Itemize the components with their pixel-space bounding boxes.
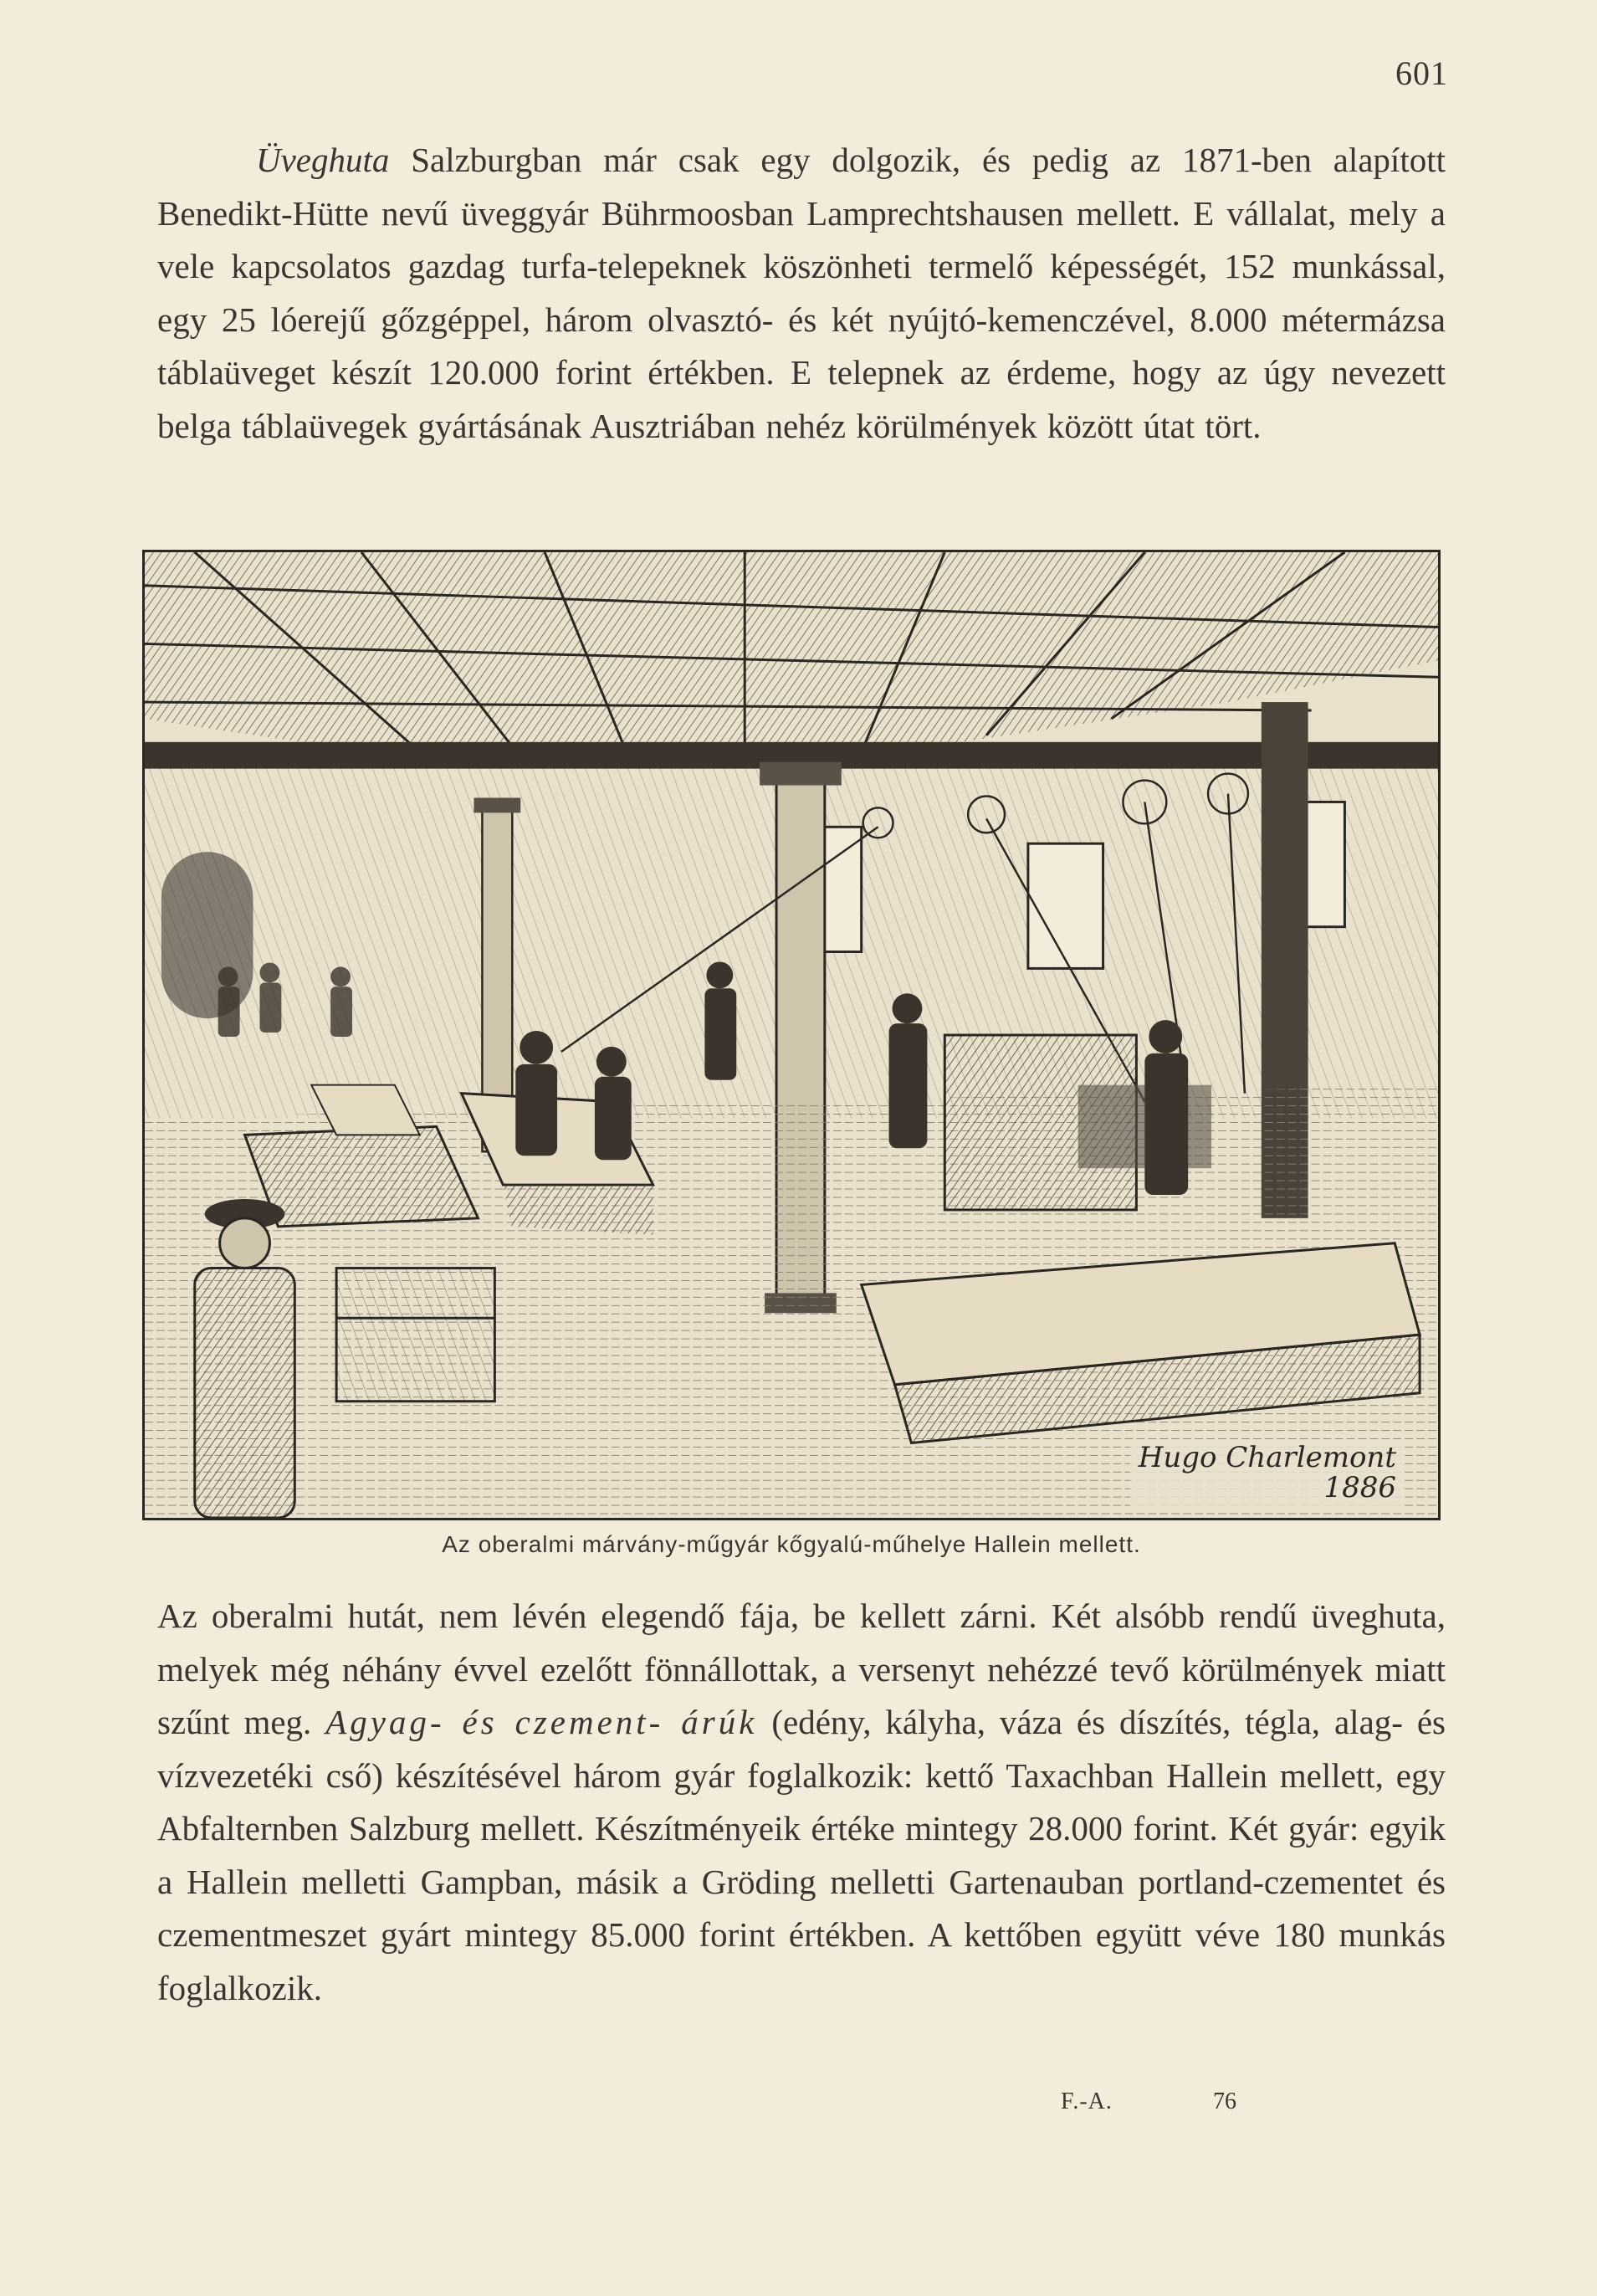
bottom-paragraph-block [157, 1590, 1446, 2015]
artist-signature-name: Hugo Charlemont [1138, 1441, 1396, 1474]
top-paragraph-lead: Üveghuta [256, 141, 390, 179]
worker-middle-2 [595, 1047, 632, 1160]
bottom-paragraph-text-after: (edény, kályha, váza és díszítés, tégla, alag- és vízvezetéki cső) készítésével három gyár foglalkozik: kettő Taxachban Hallein mellett, egy Abfalternben Salzburg mellett. Készítményeik értéke mintegy 28.000 forint. Két gyár: egyik a Hallein melletti Gampban, másik a Gröding melletti Gartenauban portland-czementet és czementmeszet gyárt mintegy 85.000 forint értékben. A kettőben együtt véve 180 munkás foglalkozik. [157, 1703, 1446, 2007]
window-middle [1028, 843, 1103, 968]
page-number: 601 [1395, 54, 1448, 92]
top-paragraph-block [157, 134, 1446, 453]
illustration-caption: Az oberalmi márvány-műgyár kőgyalú-műhelye Hallein mellett. [442, 1531, 1141, 1557]
engraving-drawing [145, 552, 1438, 1518]
bottom-paragraph-text-before: Az oberalmi hutát, nem lévén elegendő fája, be kellett zárni. Két alsóbb rendű üveghuta, melyek még néhány évvel ezelőtt fönnállottak, a versenyt nehézzé tevő körülmények miatt szűnt meg. [157, 1596, 1446, 1741]
footer-signature-mark: F.-A. [1061, 2088, 1113, 2114]
bottom-paragraph-italic-phrase: Agyag- és czement- árúk [325, 1703, 758, 1741]
workshop-illustration [142, 550, 1441, 1520]
worker-middle [515, 1031, 557, 1156]
bottom-paragraph [157, 1590, 1446, 2015]
footer-sheet-number: 76 [1213, 2088, 1236, 2114]
top-paragraph [157, 134, 1446, 453]
wooden-crate-left [336, 1268, 494, 1402]
artist-signature [1130, 1439, 1405, 1506]
top-paragraph-text: Salzburgban már csak egy dolgozik, és pedig az 1871-ben alapított Benedikt-Hütte nevű üveggyár Bührmoosban Lamprechtshausen mellett. E vállalat, mely a vele kapcsolatos gazdag turfa-telepeknek köszönheti termelő képességét, 152 munkással, egy 25 lóerejű gőzgéppel, három olvasztó- és két nyújtó-kemenczével, 8.000 métermázsa táblaüveget készít 120.000 forint értékben. E telepnek az érdeme, hogy az úgy nevezett belga táblaüvegek gyártásának Ausztriában nehéz körülmények között útat tört. [157, 141, 1446, 445]
artist-signature-year: 1886 [1323, 1471, 1396, 1504]
ceiling [145, 552, 1438, 756]
worker-back [704, 961, 736, 1079]
